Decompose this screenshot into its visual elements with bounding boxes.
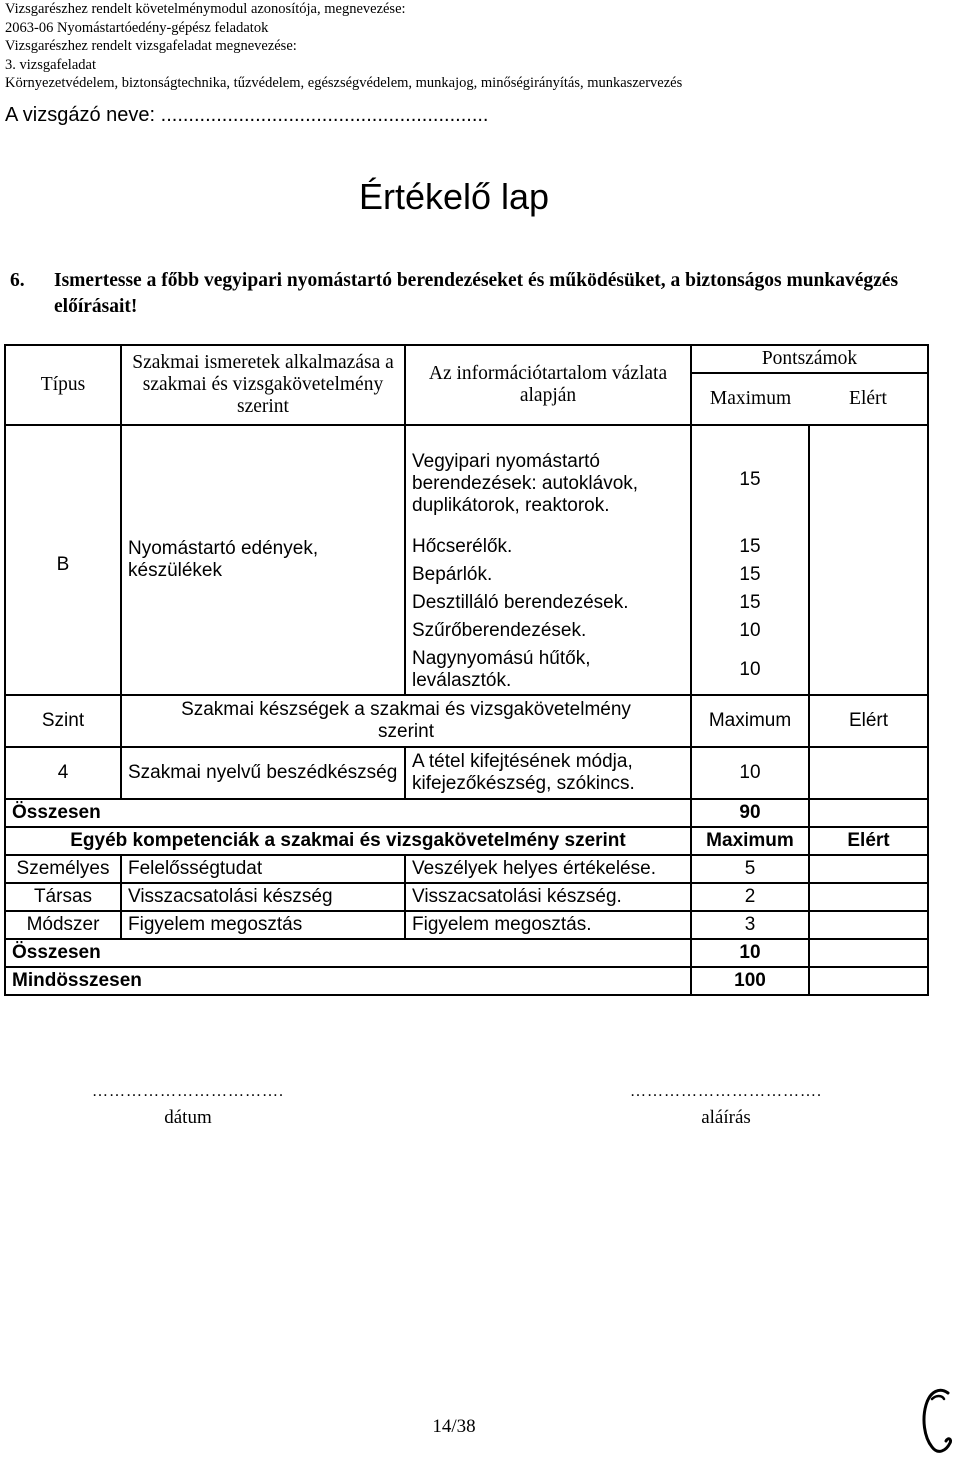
comp-max: 5: [691, 855, 809, 883]
signature-label: aláírás: [701, 1107, 751, 1128]
handwritten-signature: [918, 1385, 956, 1457]
comp-max: 2: [691, 883, 809, 911]
header-elert: Elért: [809, 373, 928, 425]
header-maximum-3: Maximum: [691, 827, 809, 855]
header-line-4: 3. vizsgafeladat: [5, 56, 96, 73]
comp-topic: Visszacsatolási készség: [121, 883, 405, 911]
header-szakmai-ismeretek: Szakmai ismeretek alkalmazása a szakmai és vizsgakövetelmény szerint: [121, 345, 405, 425]
comp-topic: Figyelem megosztás: [121, 911, 405, 939]
comp-info: Visszacsatolási készség.: [405, 883, 691, 911]
type-b: B: [5, 425, 121, 695]
comp-type: Társas: [5, 883, 121, 911]
header-keszsegek: Szakmai készségek a szakmai és vizsgakövetelmény szerint: [121, 695, 691, 747]
b-info-row: Hőcserélők.: [405, 533, 691, 561]
b-max-row: 15: [691, 425, 809, 533]
b-max-row: 15: [691, 533, 809, 561]
signature-block: [596, 1083, 856, 1129]
total-1-value: 90: [691, 799, 809, 827]
grand-total-label: Mindösszesen: [5, 967, 691, 995]
total-2-value: 10: [691, 939, 809, 967]
b-topic: Nyomástartó edények, készülékek: [121, 425, 405, 695]
page-number: 14/38: [432, 1416, 476, 1437]
header-elert-3: Elért: [809, 827, 928, 855]
comp-type: Módszer: [5, 911, 121, 939]
header-info: Az információtartalom vázlata alapján: [405, 345, 691, 425]
grand-total-elert-cell[interactable]: [809, 967, 928, 995]
comp-elert-cell[interactable]: [809, 855, 928, 883]
comp-info: Veszélyek helyes értékelése.: [405, 855, 691, 883]
b-elert-cell[interactable]: [809, 425, 928, 695]
comp-topic: Felelősségtudat: [121, 855, 405, 883]
header-maximum: Maximum: [691, 373, 809, 425]
total-2-label: Összesen: [5, 939, 691, 967]
header-line-3: Vizsgarészhez rendelt vizsgafeladat megnevezése:: [5, 38, 297, 55]
header-line-2: 2063-06 Nyomástartóedény-gépész feladatok: [5, 19, 269, 36]
b-max-row: 15: [691, 561, 809, 589]
grand-total-value: 100: [691, 967, 809, 995]
document-header: [5, 0, 682, 93]
level-4: 4: [5, 747, 121, 799]
header-szint: Szint: [5, 695, 121, 747]
header-pontszamok: Pontszámok: [691, 345, 928, 373]
header-line-1: Vizsgarészhez rendelt követelménymodul azonosítója, megnevezése:: [5, 1, 406, 17]
evaluation-table: [4, 344, 929, 996]
skill-max: 10: [691, 747, 809, 799]
comp-type: Személyes: [5, 855, 121, 883]
skill-topic: Szakmai nyelvű beszédkészség: [121, 747, 405, 799]
signature-dots: …………………………….: [630, 1083, 822, 1100]
comp-info: Figyelem megosztás.: [405, 911, 691, 939]
b-max-row: 10: [691, 645, 809, 695]
b-info-row: Vegyipari nyomástartó berendezések: autoklávok, duplikátorok, reaktorok.: [405, 425, 691, 533]
total-1-elert-cell[interactable]: [809, 799, 928, 827]
date-label: dátum: [164, 1107, 212, 1128]
skill-info: A tétel kifejtésének módja, kifejezőkészség, szókincs.: [405, 747, 691, 799]
b-max-row: 15: [691, 589, 809, 617]
b-info-row: Desztilláló berendezések.: [405, 589, 691, 617]
page-title: Értékelő lap: [358, 176, 550, 217]
date-block: [58, 1083, 318, 1129]
header-egyeb: Egyéb kompetenciák a szakmai és vizsgakövetelmény szerint: [5, 827, 691, 855]
b-max-row: 10: [691, 617, 809, 645]
examinee-name-field: A vizsgázó neve: ...........................................................: [5, 104, 489, 126]
skill-elert-cell[interactable]: [809, 747, 928, 799]
total-2-elert-cell[interactable]: [809, 939, 928, 967]
b-info-row: Nagynyomású hűtők, leválasztók.: [405, 645, 691, 695]
header-elert-2: Elért: [809, 695, 928, 747]
date-dots: …………………………….: [92, 1083, 284, 1100]
header-maximum-2: Maximum: [691, 695, 809, 747]
header-line-5: Környezetvédelem, biztonságtechnika, tűzvédelem, egészségvédelem, munkajog, minőségirányítás, munkaszervezés: [5, 75, 683, 92]
task-number: 6.: [10, 270, 25, 291]
comp-max: 3: [691, 911, 809, 939]
total-1-label: Összesen: [5, 799, 691, 827]
comp-elert-cell[interactable]: [809, 883, 928, 911]
b-info-row: Szűrőberendezések.: [405, 617, 691, 645]
header-tipus: Típus: [5, 345, 121, 425]
task-text: Ismertesse a főbb vegyipari nyomástartó berendezéseket és működésüket, a biztonságos munkavégzés előírásait!: [54, 270, 899, 317]
comp-elert-cell[interactable]: [809, 911, 928, 939]
b-info-row: Bepárlók.: [405, 561, 691, 589]
